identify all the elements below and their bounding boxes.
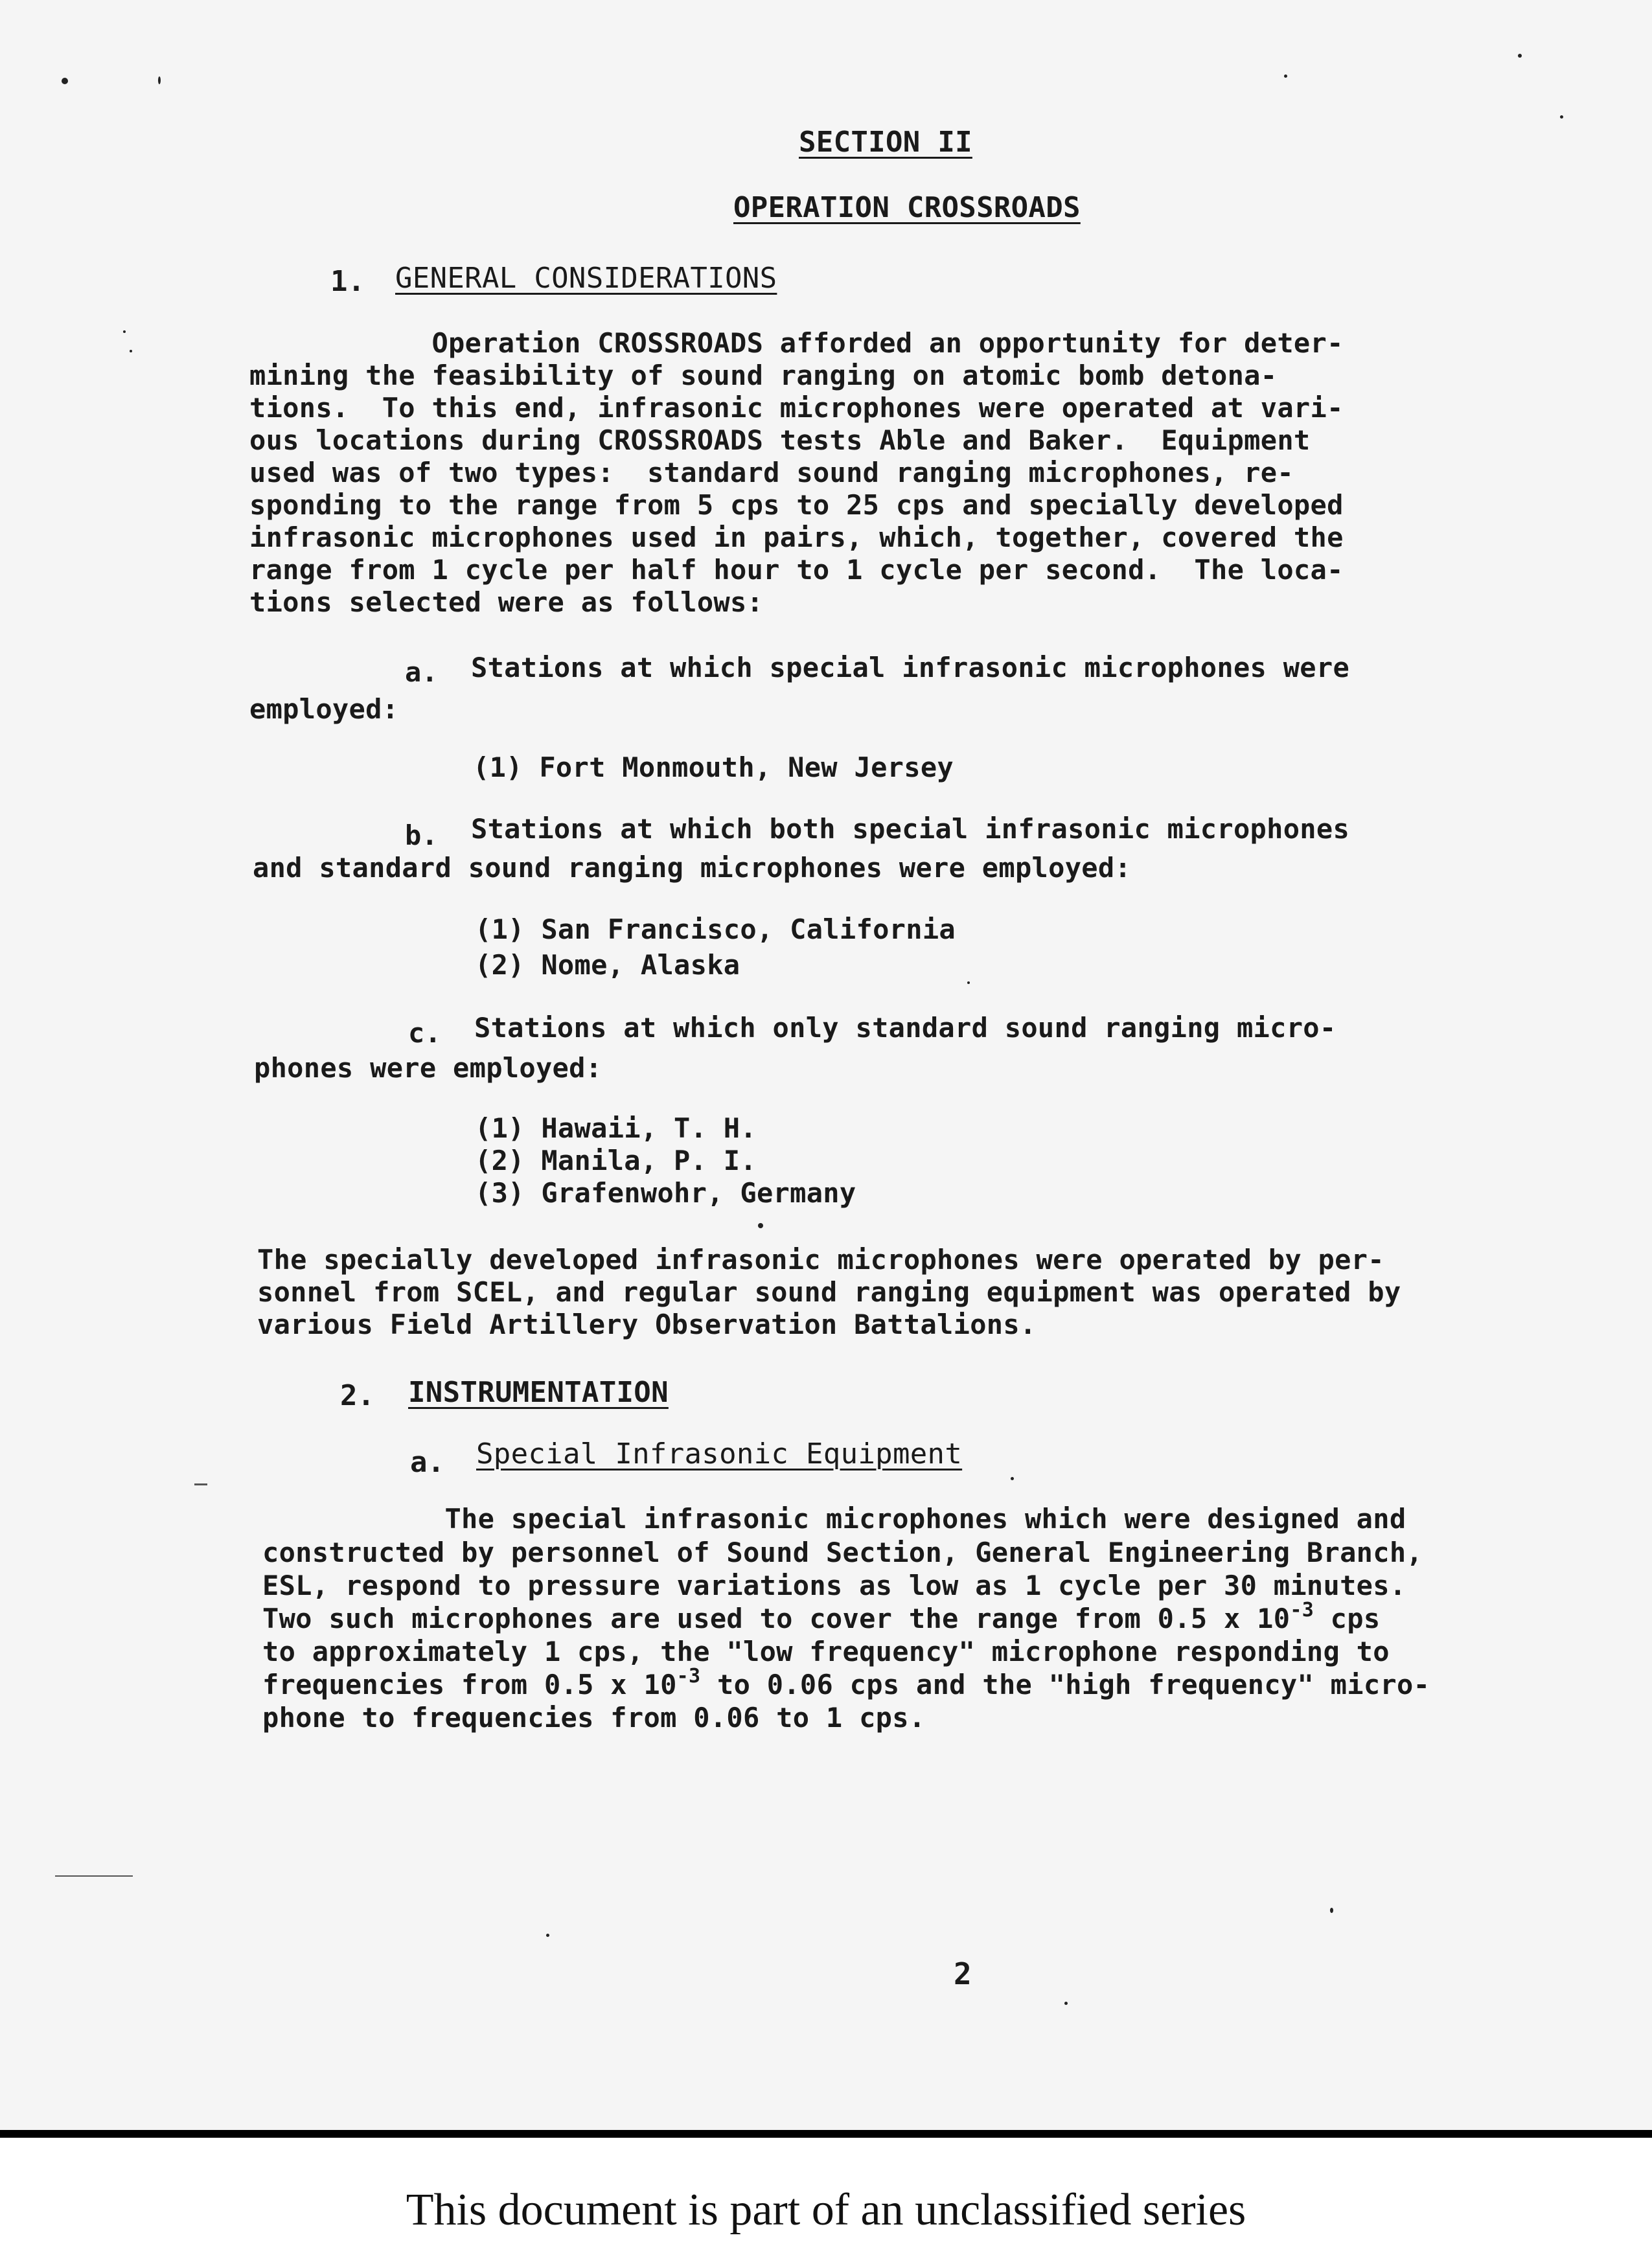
scan-speck: [1330, 1908, 1333, 1913]
scan-speck: [158, 76, 161, 84]
list-a-item: (1) Fort Monmouth, New Jersey: [473, 751, 954, 783]
scan-speck: [62, 78, 68, 84]
equipment-line: ESL, respond to pressure variations as low as 1 cycle per 30 minutes.: [262, 1570, 1406, 1601]
item-c-text: Stations at which only standard sound ranging micro-: [474, 1012, 1337, 1044]
equipment-line: phone to frequencies from 0.06 to 1 cps.: [262, 1702, 926, 1734]
scan-speck: [967, 981, 970, 984]
list-b-item: (1) San Francisco, California: [475, 913, 956, 945]
equipment-line: to approximately 1 cps, the "low frequency" microphone responding to: [262, 1636, 1390, 1667]
equipment-line-with-exponent: frequencies from 0.5 x $10^{-3}$ to 0.06 cps and the "high frequency" micro-: [262, 1665, 1430, 1700]
scan-speck: [758, 1223, 763, 1228]
heading1-label: GENERAL CONSIDERATIONS: [395, 262, 777, 295]
scan-speck: [1064, 2002, 1068, 2005]
subheading-a-label: Special Infrasonic Equipment: [476, 1437, 963, 1471]
list-b-item: (2) Nome, Alaska: [475, 949, 740, 981]
equipment-line: The special infrasonic microphones which were designed and: [262, 1503, 1406, 1535]
equipment-line: constructed by personnel of Sound Section, General Engineering Branch,: [262, 1537, 1423, 1568]
list-c-item: (3) Grafenwohr, Germany: [475, 1177, 856, 1209]
scan-speck: [1518, 54, 1522, 58]
footer-caption: This document is part of an unclassified series: [406, 2185, 1246, 2235]
scan-speck: [1560, 115, 1563, 119]
equipment-line-with-exponent: Two such microphones are used to cover the range from 0.5 x $10^{-3}$ cps: [262, 1599, 1381, 1634]
heading2-label: INSTRUMENTATION: [408, 1376, 669, 1409]
item-b-label: b.: [405, 819, 439, 851]
scan-mark: [194, 1483, 207, 1485]
scan-speck: [130, 350, 132, 352]
item-b-text: Stations at which both special infrasonic microphones: [471, 813, 1350, 845]
item-c-label: c.: [408, 1017, 442, 1049]
page-number: 2: [954, 1956, 972, 1991]
scan-speck: [1284, 74, 1287, 78]
operators-paragraph: The specially developed infrasonic microphones were operated by per- sonnel from SCEL, and regular sound ranging equipment was operated by various Field Artillery Observation Battalions.: [257, 1244, 1401, 1340]
operation-title: OPERATION CROSSROADS: [733, 191, 1081, 224]
item-c-continuation: phones were employed:: [254, 1052, 602, 1084]
scan-mark: [55, 1875, 133, 1877]
list-c-item: (2) Manila, P. I.: [475, 1145, 757, 1176]
item-a-continuation: employed:: [249, 693, 399, 725]
scan-speck: [546, 1934, 549, 1937]
item-a-label: a.: [405, 656, 439, 688]
list-c-item: (1) Hawaii, T. H.: [475, 1112, 757, 1144]
intro-paragraph: Operation CROSSROADS afforded an opportunity for deter- mining the feasibility of sound ranging on atomic bomb detona- tions. To this end, infrasonic microphones were operated at vari- ous locations during CROSSROADS tests Able and Baker. Equipment used was of two types: standard sound ranging microphones, re- sponding to the range from 5 cps to 25 cps and specially developed infrasonic microphones used in pairs, which, together, covered the range from 1 cycle per half hour to 1 cycle per second. The loca- tions selected were as follows:: [249, 327, 1344, 618]
scan-speck: [123, 330, 126, 333]
scan-speck: [1011, 1477, 1014, 1480]
section-title: SECTION II: [799, 126, 972, 159]
heading1-number: 1.: [330, 265, 365, 298]
footer-divider: [0, 2130, 1652, 2138]
subheading-a-number: a.: [410, 1446, 445, 1479]
item-a-text: Stations at which special infrasonic microphones were: [471, 652, 1350, 683]
heading2-number: 2.: [340, 1379, 375, 1412]
item-b-continuation: and standard sound ranging microphones were employed:: [253, 852, 1132, 884]
